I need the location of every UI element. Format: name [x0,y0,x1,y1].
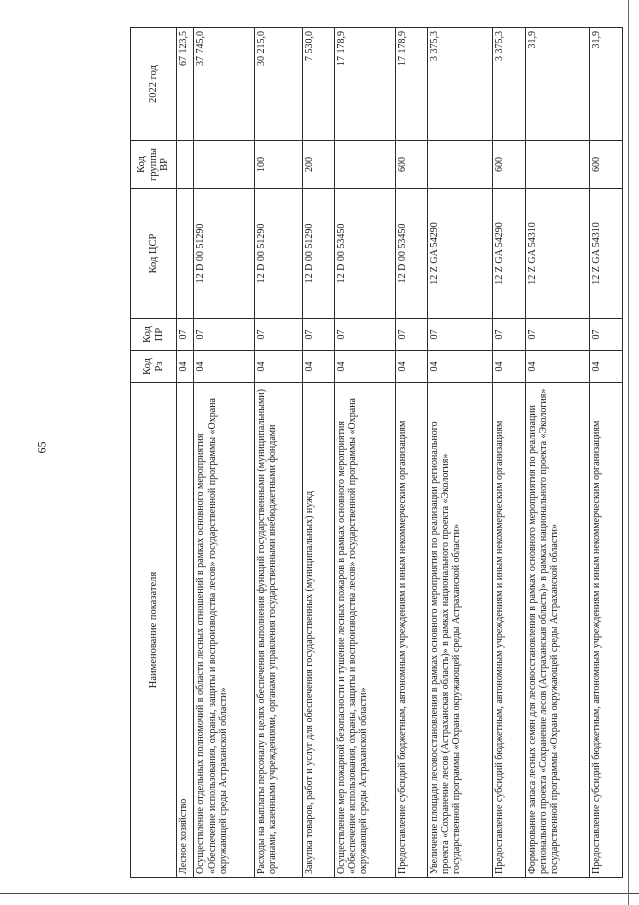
row-rz: 04 [590,351,623,383]
table-row [428,28,493,878]
header-csr: Код ЦСР [131,189,177,319]
table-header-row [131,28,177,878]
row-amount: 7 530,0 [302,28,334,141]
row-name: Осуществление отдельных полномочий в области лесных отношений в рамках основного мероприятия «Обеспечение использования, охраны, защиты и воспроизводства лесов» государственной программы «Охрана окружающей среды Астраханской области» [194,383,255,878]
rotated-table-container [130,28,623,878]
row-vr [335,141,396,189]
row-amount: 30 215,0 [254,28,302,141]
row-vr [525,141,590,189]
row-name: Лесное хозяйство [177,383,194,878]
header-rz: Код Рз [131,351,177,383]
row-rz: 04 [335,351,396,383]
row-name: Осуществление мер пожарной безопасности и тушение лесных пожаров в рамках основного мероприятия «Обеспечение использования, охраны, защиты и воспроизводства лесов» государственной программы «Охрана окружающей среды Астраханской области» [335,383,396,878]
row-rz: 04 [177,351,194,383]
row-csr: 12 D 00 51290 [302,189,334,319]
row-vr: 600 [590,141,623,189]
row-csr: 12 D 00 51290 [254,189,302,319]
table-row [335,28,396,878]
row-csr [177,189,194,319]
row-amount: 31,9 [525,28,590,141]
table-row [590,28,623,878]
row-rz: 04 [428,351,493,383]
scan-edge-line-right [628,0,629,905]
header-year: 2022 год [131,28,177,141]
row-rz: 04 [395,351,427,383]
row-pr: 07 [194,319,255,351]
row-vr: 200 [302,141,334,189]
row-rz: 04 [493,351,525,383]
header-pr: Код ПР [131,319,177,351]
row-amount: 37 745,0 [194,28,255,141]
row-name: Расходы на выплаты персоналу в целях обеспечения выполнения функций государственными (муниципальными) органами, казенными учреждениями, органами управления государственными внебюджетными фондами [254,383,302,878]
page-number: 65 [34,441,49,454]
row-pr: 07 [428,319,493,351]
row-name: Формирование запаса лесных семян для лесовосстановления в рамках основного мероприятия по реализации регионального проекта «Сохранение лесов (Астраханская область)» в рамках национального проекта «Экология» государственной программы «Охрана окружающей среды Астраханской области» [525,383,590,878]
row-vr: 600 [493,141,525,189]
row-pr: 07 [254,319,302,351]
header-vr: Код группы ВР [131,141,177,189]
row-name: Предоставление субсидий бюджетным, автономным учреждениям и иным некоммерческим организациям [395,383,427,878]
row-csr: 12 D 00 53450 [335,189,396,319]
row-pr: 07 [590,319,623,351]
scan-edge-line [0,893,639,894]
row-csr: 12 Z GA 54310 [525,189,590,319]
row-pr: 07 [177,319,194,351]
row-amount: 17 178,9 [335,28,396,141]
row-csr: 12 D 00 51290 [194,189,255,319]
row-name: Предоставление субсидий бюджетным, автономным учреждениям и иным некоммерческим организациям [590,383,623,878]
table-row [525,28,590,878]
row-amount: 17 178,9 [395,28,427,141]
row-rz: 04 [525,351,590,383]
header-name: Наименование показателя [131,383,177,878]
row-rz: 04 [254,351,302,383]
row-vr: 600 [395,141,427,189]
row-csr: 12 Z GA 54290 [428,189,493,319]
row-vr [177,141,194,189]
row-pr: 07 [335,319,396,351]
row-rz: 04 [302,351,334,383]
row-name: Увеличение площади лесовосстановления в рамках основного мероприятия по реализации регионального проекта «Сохранение лесов (Астраханская область)» в рамках национального проекта «Экология» государственной программы «Охрана окружающей среды Астраханской области» [428,383,493,878]
row-pr: 07 [302,319,334,351]
row-csr: 12 Z GA 54310 [590,189,623,319]
row-vr: 100 [254,141,302,189]
row-amount: 67 123,5 [177,28,194,141]
row-name: Закупка товаров, работ и услуг для обеспечения государственных (муниципальных) нужд [302,383,334,878]
table-row [302,28,334,878]
row-amount: 31,9 [590,28,623,141]
table-row [254,28,302,878]
row-rz: 04 [194,351,255,383]
row-csr: 12 D 00 53450 [395,189,427,319]
row-pr: 07 [493,319,525,351]
table-row [177,28,194,878]
table-row [493,28,525,878]
table-row [194,28,255,878]
row-amount: 3 375,3 [428,28,493,141]
row-csr: 12 Z GA 54290 [493,189,525,319]
row-pr: 07 [525,319,590,351]
budget-table [130,27,623,878]
row-name: Предоставление субсидий бюджетным, автономным учреждениям и иным некоммерческим организациям [493,383,525,878]
row-pr: 07 [395,319,427,351]
row-vr [194,141,255,189]
row-vr [428,141,493,189]
row-amount: 3 375,3 [493,28,525,141]
table-row [395,28,427,878]
